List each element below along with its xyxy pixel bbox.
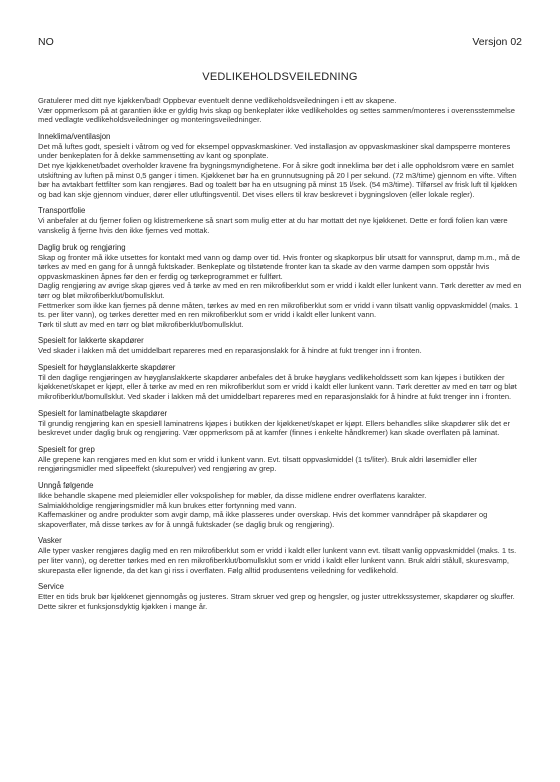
section-ventilation [38, 132, 522, 200]
intro-paragraph: Vær oppmerksom på at garantien ikke er gyldig hvis skap og benkeplater ikke vedlikeholdes og settes sammen/monteres i overensstemmelse med vedlagte vedlikeholdsveiledninger og monteringsveiledninger. [38, 105, 515, 125]
section-paragraph: Alle grepene kan rengjøres med en klut som er vridd i lunkent vann. Evt. tilsatt oppvaskmiddel (1 ts/liter). Bruk aldri løsemidler eller rengjøringsmidler med slipeeffekt (skurepulver) ved rengjøring av grep. [38, 454, 477, 474]
section-avoid [38, 481, 522, 529]
section-heading: Unngå følgende [38, 481, 94, 491]
page-header [38, 36, 522, 48]
section-paragraph: Det nye kjøkkenet/badet overholder kravene fra bygningsmyndighetene. For å sikre godt inneklima bør det i alle oppholdsrom være en samlet utskiftning av luften på minst 0,5 ganger i timen. Kjøkkenet bør ha en grunnutsugning på 20 l per sekund. (72 m3/time) gjennom en vifte. Viften bør ha avtakbart fettfilter som kan rengjøres. Bad og toalett bør ha en utsugning på minst 15 l/sek. (54 m3/time). Tilførsel av frisk luft til kjøkken og bad kan skje gjennom vinduer, dører eller utluftingsventil. Det vises ellers til krav beskrevet i bygningsloven (eller lokale regler). [38, 160, 518, 199]
section-paragraph: Salmiakkholdige rengjøringsmidler må kun brukes etter fortynning med vann. [38, 500, 297, 510]
section-paragraph: Til den daglige rengjøringen av høyglanslakkerte skapdører anbefales det å bruke høyglans vedlikeholdssett som kan kjøpes i butikken der kjøkkenet/skapet er kjøpt, eller å tørke av med en ren mikrofiberklut som er vridd i kaldt eller lunkent vann. Tørk deretter av med en tørr og bløt mikrofiberklut/bomullsklut. Ved skader i lakken må det umiddelbart repareres med en reparasjonslakk for å hindre at fukt trenger inn i fronten. [38, 372, 517, 402]
section-transport-film [38, 206, 522, 235]
section-heading: Spesielt for grep [38, 444, 95, 454]
section-paragraph: Tørk til slutt av med en tørr og bløt mikrofiberklut/bomullsklut. [38, 319, 244, 329]
section-lacquered-doors [38, 336, 522, 356]
section-paragraph: Alle typer vasker rengjøres daglig med en ren mikrofiberklut som er vridd i kaldt eller lunkent vann evt. tilsatt vanlig oppvaskmiddel (maks. 1 ts. per liter vann), og deretter tørkes med en ren mikrofiberklut/bomullsklut som er vridd i kaldt eller lunkent vann. Bruk aldri stålull, skuresvamp, skurepasta eller lignende, da det kan gi riss i overflaten. Følg alltid produsentens veiledning for vedlikehold. [38, 546, 517, 575]
section-heading: Spesielt for laminatbelagte skapdører [38, 408, 168, 418]
section-laminate-doors [38, 409, 522, 438]
section-heading: Transportfolie [38, 206, 86, 216]
section-paragraph: Vi anbefaler at du fjerner folien og klistremerkene så snart som mulig etter at du har mottatt det nye kjøkkenet. Dette er fordi folien kan være vanskelig å fjerne hvis den ikke fjernes ved mottak. [38, 216, 508, 235]
section-handles [38, 445, 522, 474]
document-title: VEDLIKEHOLDSVEILEDNING [202, 71, 358, 83]
section-high-gloss-doors [38, 363, 522, 402]
section-paragraph: Fettmerker som ikke kan fjernes på denne måten, tørkes av med en ren mikrofiberklut som er vridd i vann tilsatt vanlig oppvaskmiddel (maks. 1 ts. per liter vann), og tørkes deretter med en ren mikrofiberklut som er vridd i kaldt eller lunkent vann. [38, 300, 519, 320]
section-paragraph: Skap og fronter må ikke utsettes for kontakt med vann og damp over tid. Hvis fronter og skapkorpus blir utsatt for vannsprut, damp m.m., må de tørkes av med en gang for å unngå fuktskader. Benkeplate og tilstøtende fronter kan ta skade av den varme dampen som oppstår hvis oppvaskmaskinen åpnes før den er ferdig og tørkeprogrammet er fullført. [38, 252, 521, 281]
section-service [38, 582, 522, 611]
section-heading: Service [38, 582, 64, 592]
section-paragraph: Etter en tids bruk bør kjøkkenet gjennomgås og justeres. Stram skruer ved grep og hengsler, og juster uttrekkssystemer, skapdører og skuffer. Dette sikrer et funksjonsdyktig kjøkken i mange år. [38, 592, 515, 611]
section-sinks [38, 536, 522, 575]
section-daily-cleaning [38, 243, 522, 330]
document-body [38, 96, 522, 611]
section-heading: Daglig bruk og rengjøring [38, 242, 126, 252]
version-label: Versjon 02 [472, 36, 522, 48]
language-code: NO [38, 36, 54, 48]
section-paragraph: Ved skader i lakken må det umiddelbart repareres med en reparasjonslakk for å hindre at fukt trenger inn i fronten. [38, 346, 422, 356]
section-paragraph: Det må luftes godt, spesielt i våtrom og ved for eksempel oppvaskmaskiner. Ved installasjon av oppvaskmaskiner skal dampsperre monteres under benkeplaten for å dekke sammensetting av kant og sponplate. [38, 141, 511, 161]
section-heading: Inneklima/ventilasjon [38, 131, 111, 141]
section-heading: Vasker [38, 536, 62, 546]
section-paragraph: Til grundig rengjøring kan en spesiell laminatrens kjøpes i butikken der kjøkkenet/skapet er kjøpt. Ellers behandles slike skapdører slik det er beskrevet under daglig bruk og rengjøring. Vær oppmerksom på at kamfer (finnes i enkelte håndkremer) kan skade overflaten på laminat. [38, 418, 511, 438]
section-heading: Spesielt for lakkerte skapdører [38, 336, 144, 346]
section-heading: Spesielt for høyglanslakkerte skapdører [38, 362, 176, 372]
section-paragraph: Daglig rengjøring av øvrige skap gjøres ved å tørke av med en ren mikrofiberklut som er vridd i kaldt eller lunkent vann. Tørk deretter av med en tørr og bløt mikrofiberklut/bomullsklut. [38, 281, 522, 300]
section-paragraph: Ikke behandle skapene med pleiemidler eller vokspolishер for møbler, da disse midlene endrer overflatens karakter. [38, 491, 427, 501]
intro-paragraph: Gratulerer med ditt nye kjøkken/bad! Oppbevar eventuelt denne vedlikeholdsveiledningen i ett av skapene. [38, 96, 397, 105]
section-paragraph: Kaffemaskiner og andre produkter som avgir damp, må ikke plasseres under overskap. Hvis det kommer vanndråper på skapdører og skapoverflater, må disse tørkes av for å unngå fuktskader (se daglig bruk og rengjøring). [38, 510, 488, 529]
